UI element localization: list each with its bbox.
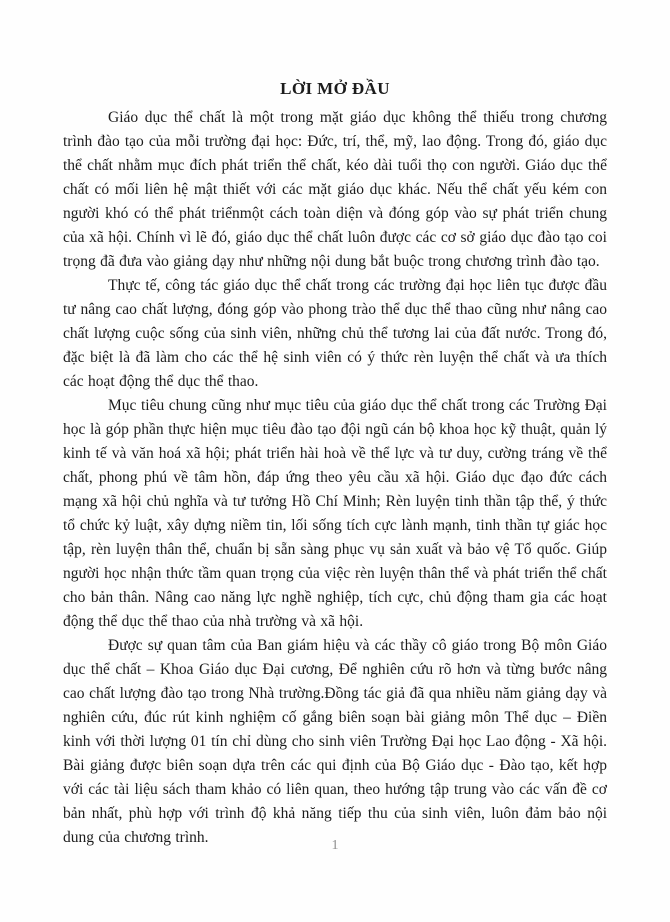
page-title: LỜI MỞ ĐẦU [280,79,390,98]
paragraph-acknowledgement: Được sự quan tâm của Ban giám hiệu và các thầy cô giáo trong Bộ môn Giáo dục thể chất – Khoa Giáo dục Đại cương, Để nghiên cứu rõ hơn và từng bước nâng cao chất lượng đào tạo trong Nhà trường.Đồng tác giả đã qua nhiều năm giảng dạy và nghiên cứu, đúc rút kinh nghiệm cố gắng biên soạn bài giảng môn Thể dục – Điền kinh với thời lượng 01 tín chỉ dùng cho sinh viên Trường Đại học Lao động - Xã hội. Bài giảng được biên soạn dựa trên các qui định của Bộ Giáo dục - Đào tạo, kết hợp với các tài liệu sách tham khảo có liên quan, theo hướng tập trung vào các vấn đề cơ bản nhất, phù hợp với trình độ khả năng tiếp thu của sinh viên, luôn đảm bảo nội dung của chương trình. [63,637,607,846]
page-number: 1 [331,838,339,853]
document-content [63,79,607,850]
paragraph-practice: Thực tế, công tác giáo dục thể chất trong các trường đại học liên tục được đầu tư nâng cao chất lượng, đóng góp vào phong trào thể dục thể thao cũng như nâng cao chất lượng cuộc sống của sinh viên, những chủ thể tương lai của đất nước. Trong đó, đặc biệt là đã làm cho các thể hệ sinh viên có ý thức rèn luyện thể chất và ưa thích các hoạt động thể dục thể thao. [63,277,607,390]
paragraph-intro: Giáo dục thể chất là một trong mặt giáo dục không thể thiếu trong chương trình đào tạo của mỗi trường đại học: Đức, trí, thể, mỹ, lao động. Trong đó, giáo dục thể chất nhằm mục đích phát triển thể chất, kéo dài tuổi thọ con người. Giáo dục thể chất có mối liên hệ mật thiết với các mặt giáo dục khác. Nếu thể chất yếu kém con người khó có thể phát triểnmột cách toàn diện và đóng góp vào sự phát triển chung của xã hội. Chính vì lẽ đó, giáo dục thể chất luôn được các cơ sở giáo dục đào tạo coi trọng đã đưa vào giảng dạy như những nội dung bắt buộc trong chương trình đào tạo. [63,109,607,270]
paragraph-goals: Mục tiêu chung cũng như mục tiêu của giáo dục thể chất trong các Trường Đại học là góp phần thực hiện mục tiêu đào tạo đội ngũ cán bộ khoa học kỹ thuật, quản lý kinh tế và văn hoá xã hội; phát triển hài hoà về thể lực và tư duy, cường tráng về thể chất, phong phú về tâm hồn, đáp ứng theo yêu cầu xã hội. Giáo dục đạo đức cách mạng xã hội chủ nghĩa và tư tưởng Hồ Chí Minh; Rèn luyện tinh thần tập thể, ý thức tổ chức kỷ luật, xây dựng niềm tin, lối sống tích cực lành mạnh, tinh thần tự giác học tập, rèn luyện thân thể, chuẩn bị sẵn sàng phục vụ sản xuất và bảo vệ Tổ quốc. Giúp người học nhận thức tầm quan trọng của việc rèn luyện thân thể và phát triển thể chất cho bản thân. Nâng cao năng lực nghề nghiệp, tích cực, chủ động tham gia các hoạt động thể dục thể thao của nhà trường và xã hội. [63,397,607,630]
